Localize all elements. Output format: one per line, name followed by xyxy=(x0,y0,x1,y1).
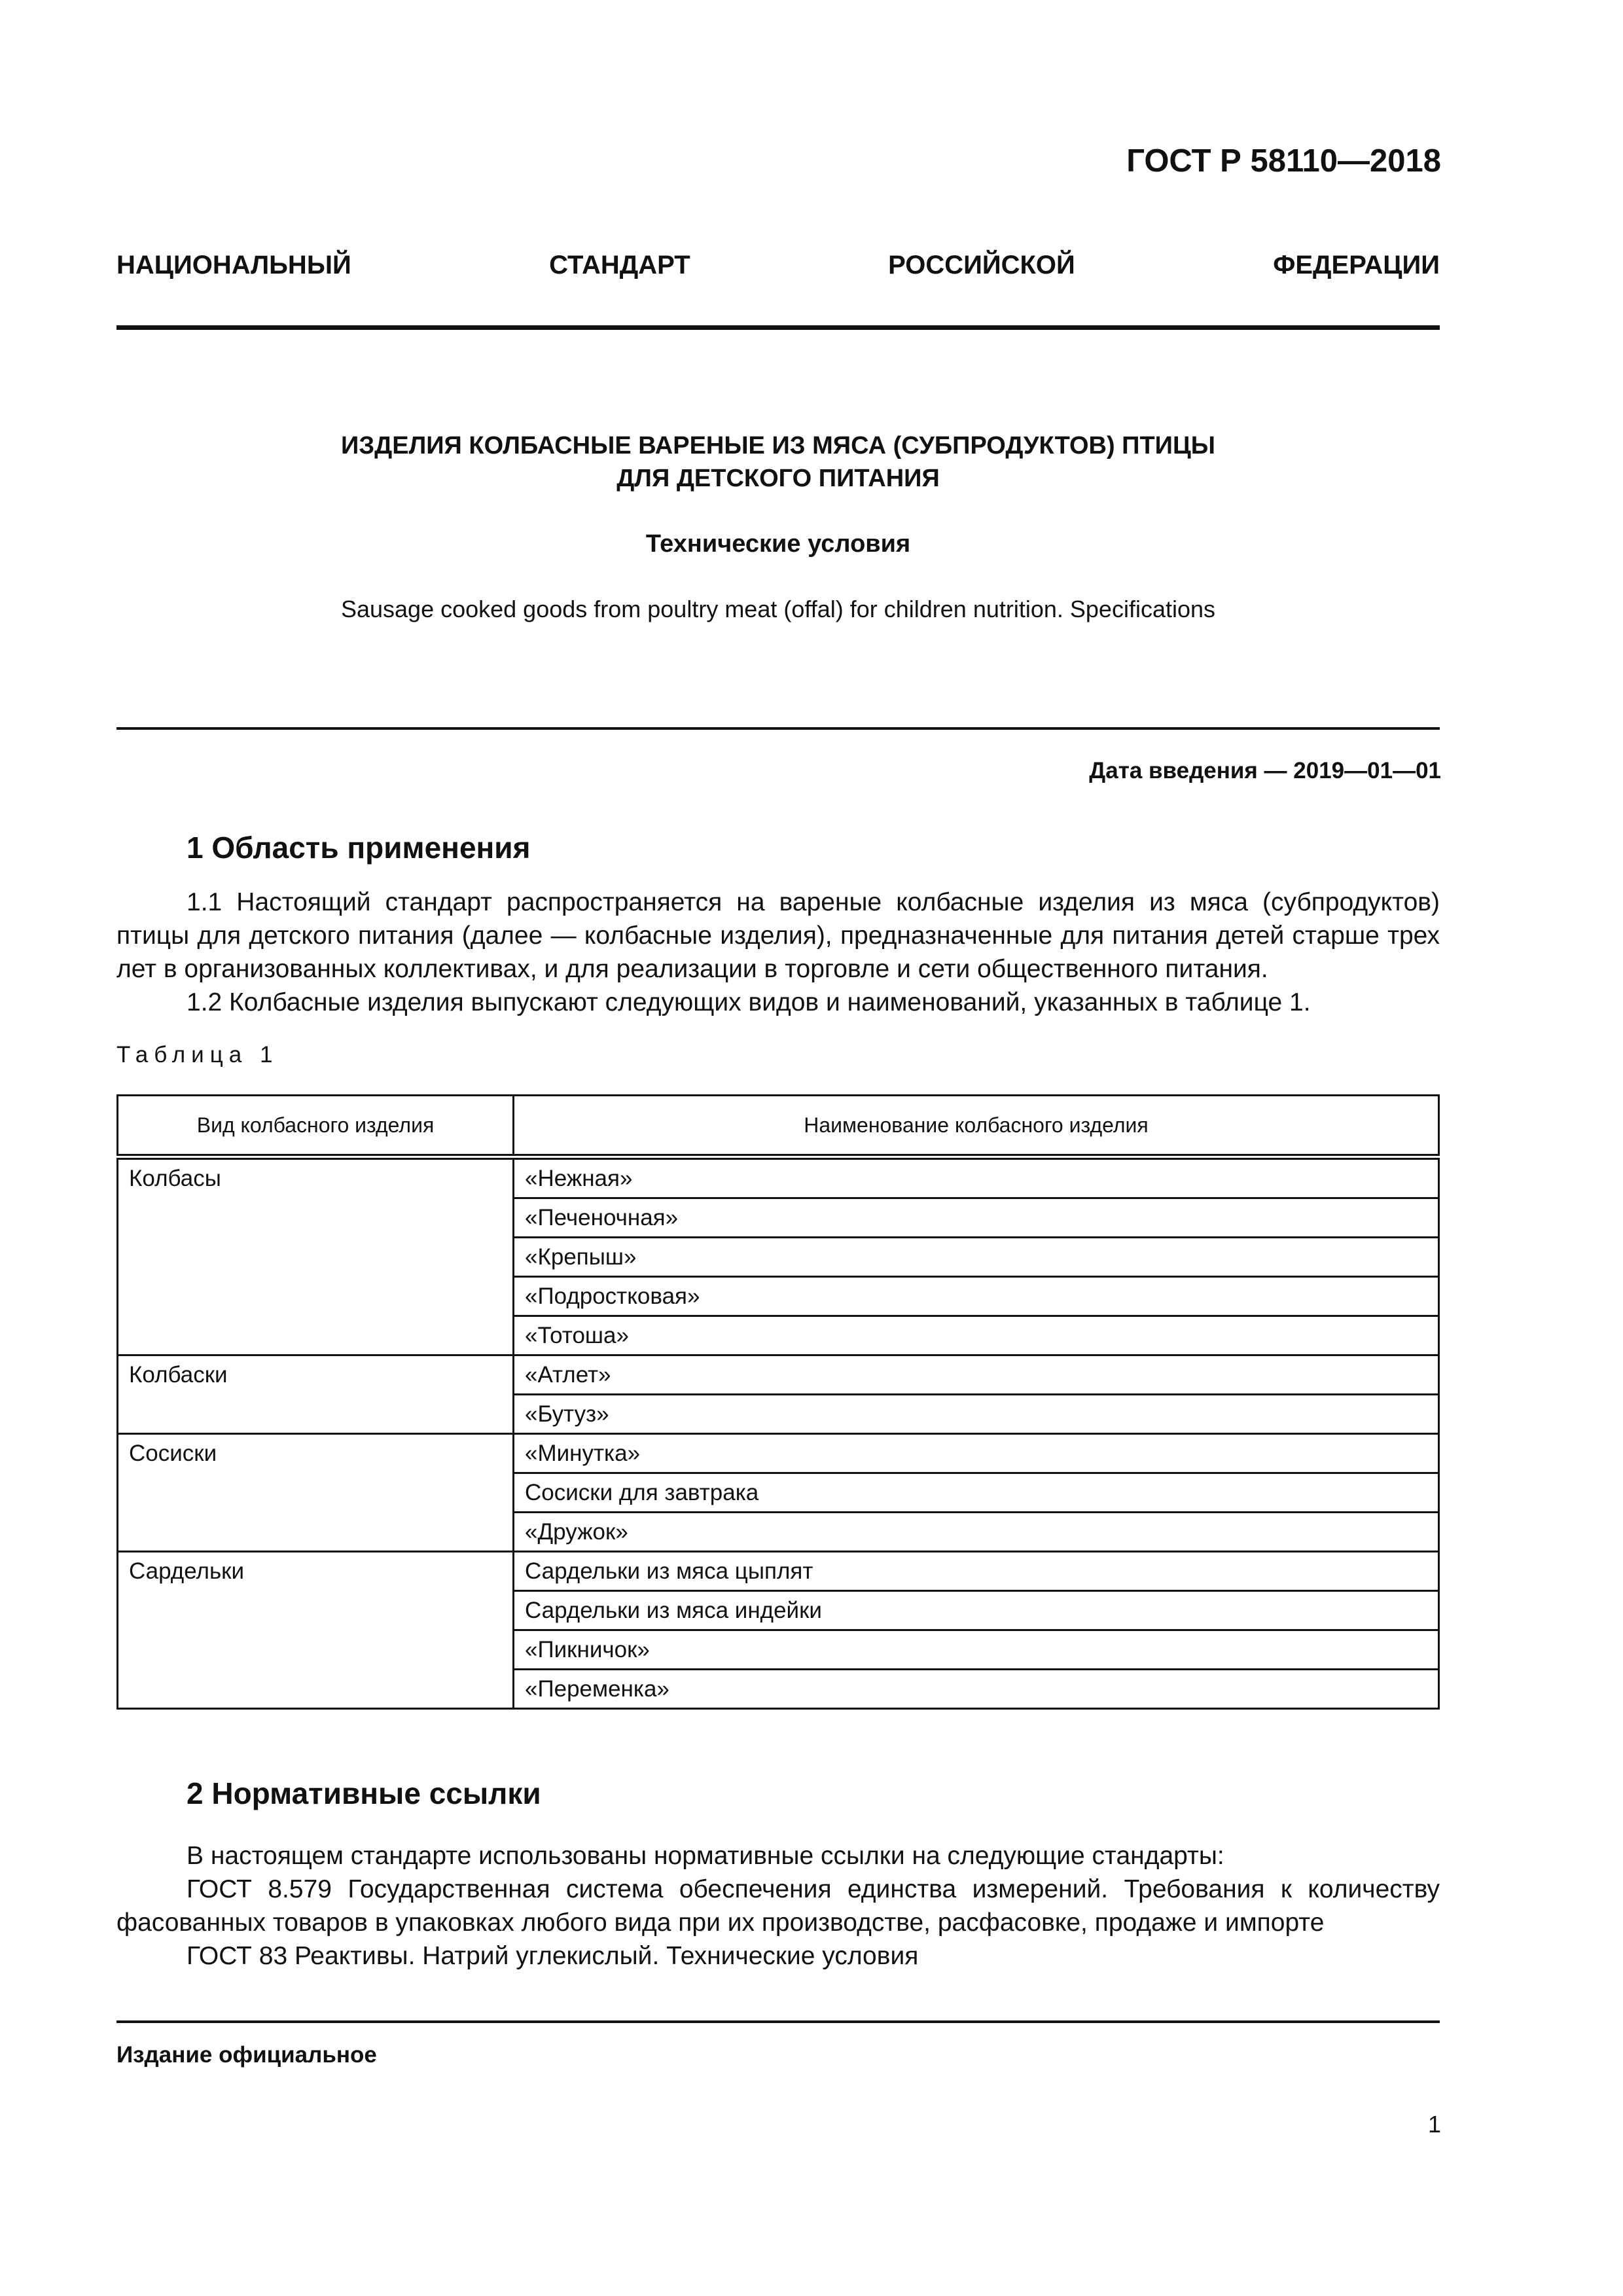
product-name-cell: «Дружок» xyxy=(514,1513,1439,1552)
national-standard-heading xyxy=(116,251,1440,280)
national-standard-word: РОССИЙСКОЙ xyxy=(888,251,1075,279)
product-name-cell: Сардельки из мяса индейки xyxy=(514,1591,1439,1630)
product-name-cell: «Тотоша» xyxy=(514,1316,1439,1355)
introduction-date: Дата введения — 2019—01—01 xyxy=(1089,758,1441,783)
paragraph-2-reference: ГОСТ 8.579 Государственная система обеспечения единства измерений. Требования к количеству фасованных товаров в упаковках любого вида при их производстве, расфасовке, продаже и импорте xyxy=(116,1875,1440,1937)
product-name-cell: «Пикничок» xyxy=(514,1630,1439,1670)
product-name-cell: Сосиски для завтрака xyxy=(514,1473,1439,1513)
footer-divider xyxy=(116,2020,1440,2023)
paragraph-2-reference: ГОСТ 83 Реактивы. Натрий углекислый. Технические условия xyxy=(187,1942,919,1970)
product-name-cell: «Минутка» xyxy=(514,1434,1439,1473)
product-name-cell: «Атлет» xyxy=(514,1355,1439,1395)
table-row xyxy=(118,1355,1439,1395)
product-name-cell: «Крепыш» xyxy=(514,1238,1439,1277)
national-standard-word: НАЦИОНАЛЬНЫЙ xyxy=(116,251,351,279)
document-title-line-1: ИЗДЕЛИЯ КОЛБАСНЫЕ ВАРЕНЫЕ ИЗ МЯСА (СУБПРОДУКТОВ) ПТИЦЫ xyxy=(341,432,1215,459)
document-title-english: Sausage cooked goods from poultry meat (offal) for children nutrition. Specifications xyxy=(340,596,1216,622)
product-type-cell: Сардельки xyxy=(118,1552,514,1709)
product-type-cell: Колбасы xyxy=(118,1157,514,1355)
product-type-cell: Колбаски xyxy=(118,1355,514,1434)
table-row xyxy=(118,1157,1439,1198)
section-1-heading: 1 Область применения xyxy=(187,831,531,865)
table-header-cell: Вид колбасного изделия xyxy=(118,1096,514,1157)
paragraph-2-intro: В настоящем стандарте использованы нормативные ссылки на следующие стандарты: xyxy=(187,1842,1224,1870)
document-title-line-2: ДЛЯ ДЕТСКОГО ПИТАНИЯ xyxy=(616,465,940,492)
page-number: 1 xyxy=(1427,2111,1441,2138)
document-number: ГОСТ Р 58110—2018 xyxy=(1126,143,1441,179)
national-standard-word: СТАНДАРТ xyxy=(549,251,690,279)
product-table xyxy=(116,1094,1440,1710)
product-name-cell: «Нежная» xyxy=(514,1157,1439,1198)
product-type-cell: Сосиски xyxy=(118,1434,514,1552)
product-name-cell: «Подростковая» xyxy=(514,1277,1439,1316)
table-row xyxy=(118,1434,1439,1473)
header-divider xyxy=(116,325,1440,330)
section-2-heading: 2 Нормативные ссылки xyxy=(187,1776,541,1810)
product-name-cell: «Переменка» xyxy=(514,1670,1439,1709)
document-subtitle: Технические условия xyxy=(645,530,911,558)
table-caption: Таблица 1 xyxy=(116,1042,279,1067)
official-edition-label: Издание официальное xyxy=(116,2042,377,2068)
product-name-cell: Сардельки из мяса цыплят xyxy=(514,1552,1439,1591)
paragraph-1-1: 1.1 Настоящий стандарт распространяется на вареные колбасные изделия из мяса (субпродуктов) птицы для детского питания (далее — колбасные изделия), предназначенные для питания детей старше трех лет в организованных коллективах, и для реализации в торговле и сети общественного питания. xyxy=(116,888,1440,983)
product-name-cell: «Печеночная» xyxy=(514,1198,1439,1238)
national-standard-word: ФЕДЕРАЦИИ xyxy=(1273,251,1440,279)
product-name-cell: «Бутуз» xyxy=(514,1395,1439,1434)
table-row xyxy=(118,1552,1439,1591)
paragraph-1-2: 1.2 Колбасные изделия выпускают следующих видов и наименований, указанных в таблице 1. xyxy=(187,988,1311,1016)
title-divider xyxy=(116,727,1440,730)
table-header-cell: Наименование колбасного изделия xyxy=(514,1096,1439,1157)
table-header-row xyxy=(118,1096,1439,1157)
